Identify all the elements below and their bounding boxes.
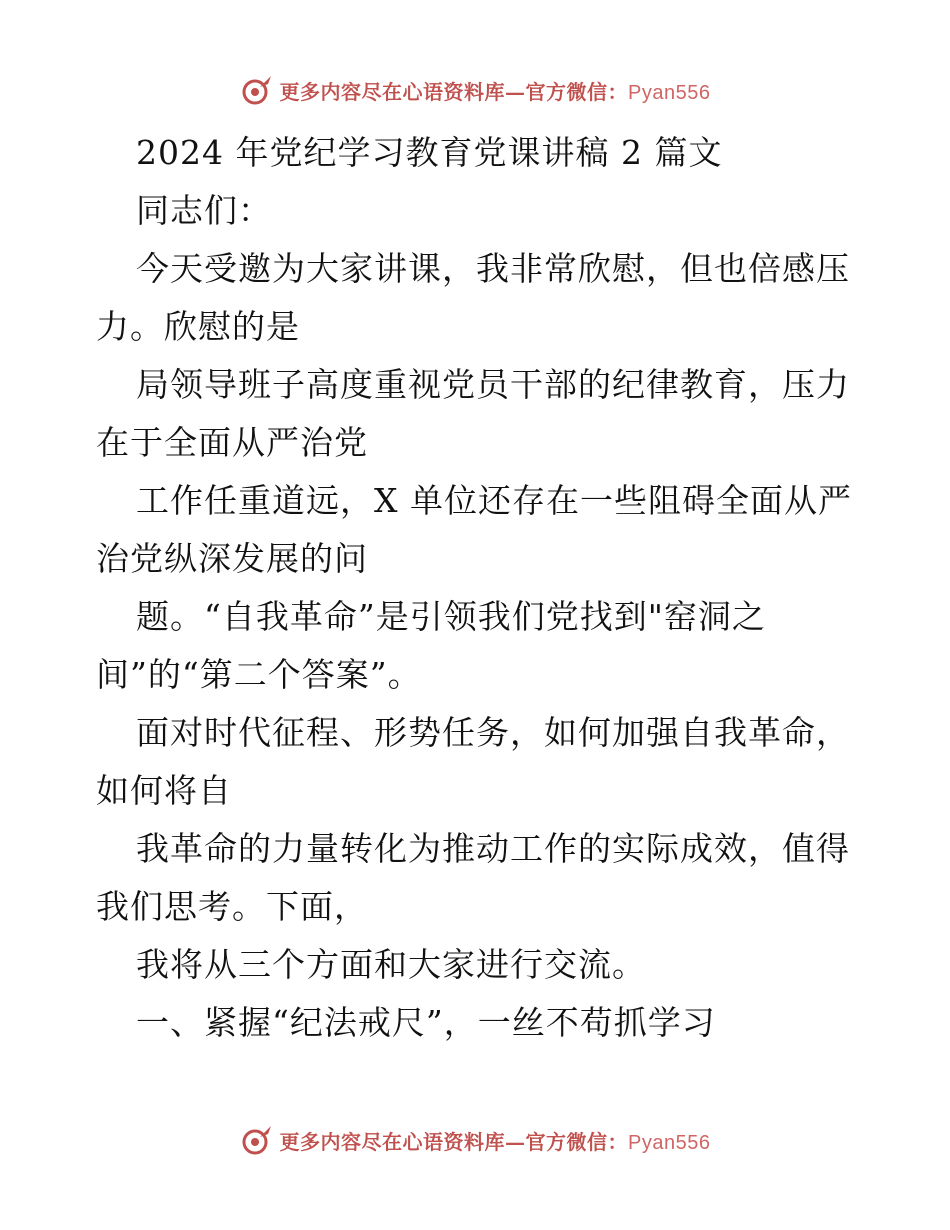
text-line: 同志们： [136, 191, 272, 230]
text-line: 局领导班子高度重视党员干部的纪律教育，压力 [136, 365, 850, 404]
document-title: 2024 年党纪学习教育党课讲稿 2 篇文 [136, 133, 723, 172]
text-line: 题。“自我革命”是引领我们党找到"窑洞之 [136, 597, 766, 636]
text-line: 工作任重道远，X 单位还存在一些阻碍全面从严 [136, 481, 852, 520]
watermark-contact: Pyan556 [628, 81, 711, 104]
document-body [96, 124, 856, 1052]
text-line: 一、紧握“纪法戒尺”，一丝不苟抓学习 [136, 1003, 716, 1042]
quill-logo-icon [240, 1123, 274, 1157]
text-line: 面对时代征程、形势任务，如何加强自我革命， [136, 713, 850, 752]
paragraph-lines [96, 182, 856, 1052]
watermark-header [0, 70, 950, 110]
text-line: 如何将自 [96, 771, 232, 810]
watermark-footer [0, 1120, 950, 1160]
text-line: 力。欣慰的是 [96, 307, 300, 346]
text-line: 间”的“第二个答案”。 [96, 655, 422, 694]
text-line: 我将从三个方面和大家进行交流。 [136, 945, 646, 984]
text-line: 我革命的力量转化为推动工作的实际成效，值得 [136, 829, 850, 868]
quill-logo-icon [240, 73, 274, 107]
watermark-contact: Pyan556 [628, 1131, 711, 1154]
text-line: 我们思考。下面， [96, 887, 368, 926]
text-line: 治党纵深发展的问 [96, 539, 368, 578]
watermark-text: 更多内容尽在心语资料库—官方微信：Pyan556 [279, 1129, 711, 1154]
text-line: 今天受邀为大家讲课，我非常欣慰，但也倍感压 [136, 249, 850, 288]
text-line: 在于全面从严治党 [96, 423, 368, 462]
watermark-text: 更多内容尽在心语资料库—官方微信：Pyan556 [279, 79, 711, 104]
